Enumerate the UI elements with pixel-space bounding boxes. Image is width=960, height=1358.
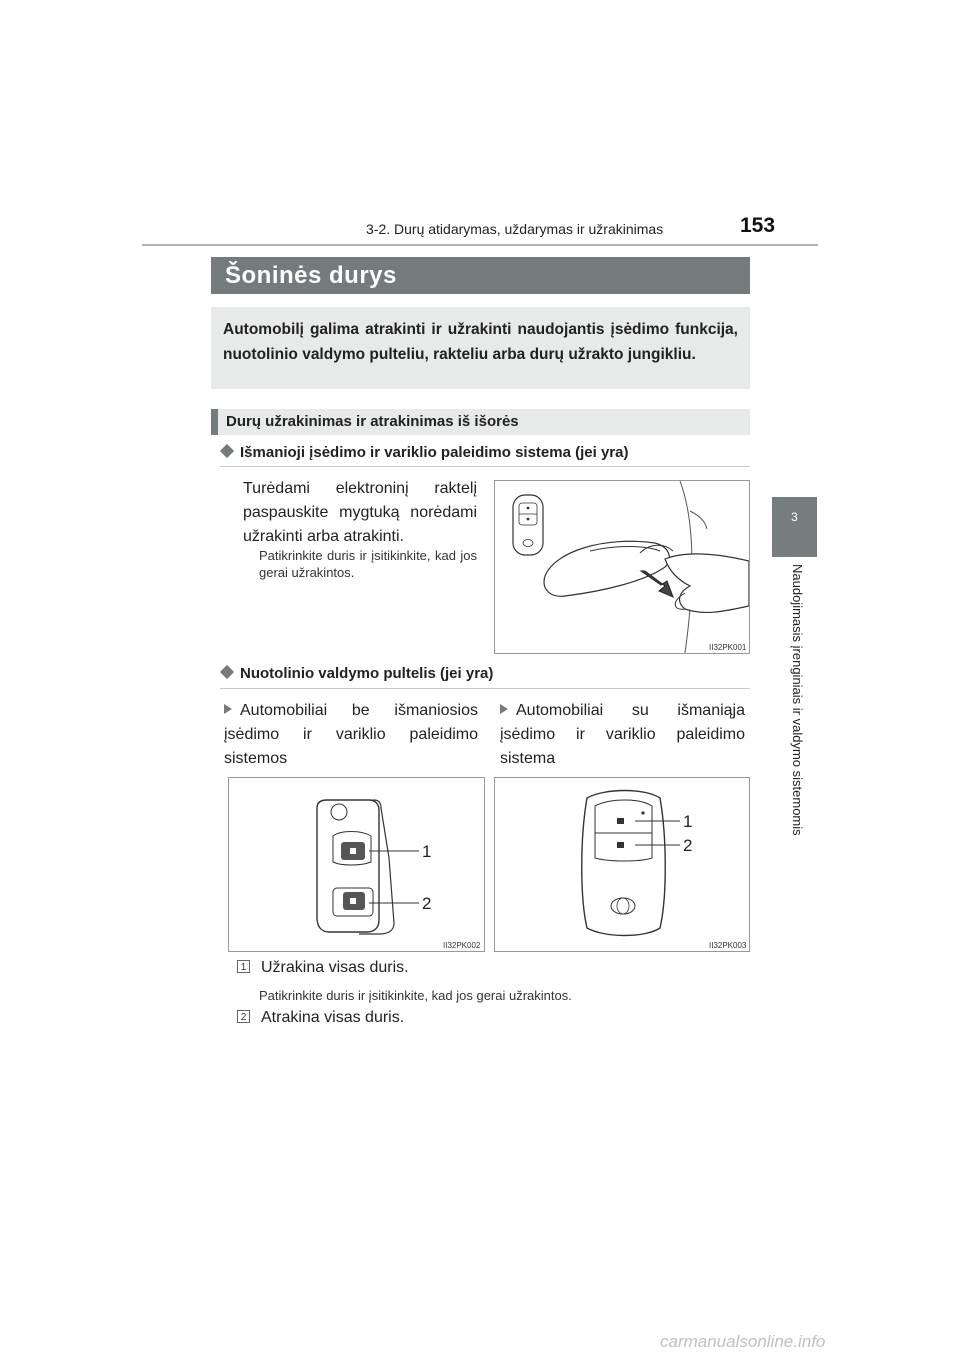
smart-entry-heading xyxy=(220,444,628,461)
figure-flip-key xyxy=(228,777,485,952)
header-rule xyxy=(142,244,818,246)
chapter-side-label xyxy=(790,564,810,874)
list-item-note: Patikrinkite duris ir įsitikinkite, kad jos gerai užrakintos. xyxy=(259,988,572,1003)
figure-code: II32PK002 xyxy=(443,941,481,950)
arrow-bullet-icon xyxy=(224,704,232,714)
watermark: carmanualsonline.info xyxy=(660,1332,826,1351)
smart-key-illustration xyxy=(495,778,749,951)
remote-heading-text: Nuotolinio valdymo pultelis (jei yra) xyxy=(240,665,494,682)
subsection-heading: Durų užrakinimas ir atrakinimas iš išorės xyxy=(211,409,750,435)
list-number-badge: 2 xyxy=(237,1010,250,1023)
remote-col-right-text: Automobiliai su išmaniąja įsėdimo ir variklio paleidimo sistema xyxy=(500,702,745,767)
door-handle-illustration xyxy=(495,481,749,653)
section-header: 3-2. Durų atidarymas, uždarymas ir užrakinimas xyxy=(366,221,664,237)
list-item-text: Atrakina visas duris. xyxy=(261,1009,405,1026)
callout-1: 1 xyxy=(422,842,432,861)
arrow-bullet-icon xyxy=(500,704,508,714)
section-rule xyxy=(220,688,750,689)
callout-1: 1 xyxy=(683,812,693,831)
list-item-text: Užrakina visas duris. xyxy=(261,959,409,976)
intro-box: Automobilį galima atrakinti ir užrakinti naudojantis įsėdimo funkcija, nuotolinio valdymo pulteliu, rakteliu arba durų užrakto jungikliu. xyxy=(211,307,750,389)
figure-smart-key xyxy=(494,777,750,952)
section-rule xyxy=(220,466,750,467)
smart-entry-heading-text: Išmanioji įsėdimo ir variklio paleidimo sistema (jei yra) xyxy=(240,444,629,461)
callout-2: 2 xyxy=(422,894,432,913)
smart-entry-note: Patikrinkite duris ir įsitikinkite, kad jos gerai užrakintos. xyxy=(259,548,477,580)
page-title: Šoninės durys xyxy=(211,257,750,294)
remote-col-left-label xyxy=(224,699,478,771)
diamond-bullet-icon xyxy=(220,665,234,679)
remote-heading xyxy=(220,665,493,682)
diamond-bullet-icon xyxy=(220,444,234,458)
chapter-side-label-text: Naudojimasis įrenginiais ir valdymo sistemomis xyxy=(790,564,805,836)
flip-key-illustration xyxy=(229,778,484,951)
chapter-tab: 3 xyxy=(772,497,817,557)
figure-smart-key-door-handle xyxy=(494,480,750,654)
remote-col-right-label xyxy=(500,699,745,771)
figure-code: II32PK003 xyxy=(709,941,747,950)
smart-entry-body: Turėdami elektroninį raktelį paspauskite mygtuką norėdami užrakinti arba atrakinti. xyxy=(243,480,477,545)
remote-col-left-text: Automobiliai be išmaniosios įsėdimo ir variklio paleidimo sistemos xyxy=(224,702,478,767)
page-number: 153 xyxy=(740,214,776,237)
list-number-badge: 1 xyxy=(237,960,250,973)
figure-code: II32PK001 xyxy=(709,643,747,652)
callout-2: 2 xyxy=(683,836,693,855)
